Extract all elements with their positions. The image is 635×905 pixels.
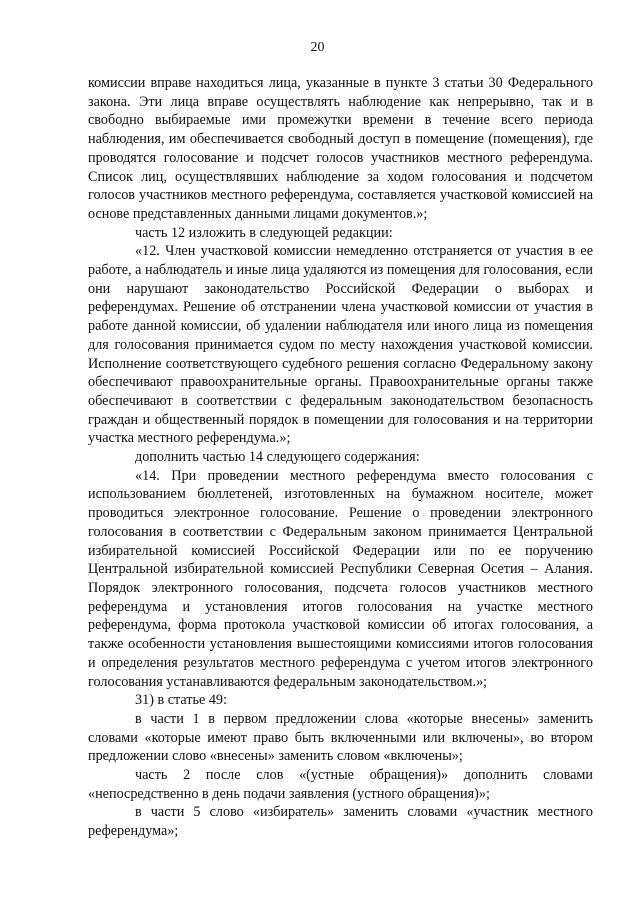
paragraph-part-14-text: «14. При проведении местного референдума вместо голосования с использованием бюллетеней, изготовленных на бумажном носителе, может проводиться электронное голосование. Решение о проведении электронного голосования в соответствии с Федеральным законом принимается Центральной избирательной комиссией Российской Федерации или по ее поручению Центральной избирательной комиссией Республики Северная Осетия – Алания. Порядок электронного голосования, подсчета голосов участников местного референдума и установления итогов голосования на участке местного референдума, форма протокола участковой комиссии об итогах голосования, а также особенности установления вышестоящими комиссиями итогов голосования и определения результатов местного референдума с учетом итогов электронного голосования устанавливаются федеральным законодательством.»; [88, 467, 593, 690]
paragraph-article-49-part-5: в части 5 слово «избиратель» заменить словами «участник местного референдума»; [88, 804, 593, 840]
paragraph-part-12-text: «12. Член участковой комиссии немедленно отстраняется от участия в ее работе, а наблюдатель и иные лица удаляются из помещения для голосования, если они нарушают законодательство Российской Федерации о выборах и референдумах. Решение об отстранении члена участковой комиссии от участия в работе данной комиссии, об удалении наблюдателя или иного лица из помещения для голосования принимается судом по месту нахождения участковой комиссии. Исполнение соответствующего судебного решения согласно Федеральному закону обеспечивают правоохранительные органы. Правоохранительные органы также обеспечивают в соответствии с федеральным законодательством безопасность граждан и общественный порядок в помещении для голосования и на территории участка местного референдума.»; [88, 243, 593, 447]
paragraph-part-12-instruction: часть 12 изложить в следующей редакции: [135, 224, 393, 241]
page-number: 20 [310, 40, 325, 55]
paragraph-article-49-part-1: в части 1 в первом предложении слова «которые внесены» заменить словами «которые имеют право быть включенными или включены», во втором предложении слово «внесены» заменить словом «включены»; [88, 710, 593, 765]
paragraph-article-49-part-2: часть 2 после слов «(устные обращения)» дополнить словами «непосредственно в день подачи заявления (устного обращения)»; [88, 767, 593, 802]
paragraph-observers-continuation: комиссии вправе находиться лица, указанные в пункте 3 статьи 30 Федерального закона. Эти лица вправе осуществлять наблюдение как непрерывно, так и в свободно выбираемые ими промежутки времени в течение всего периода наблюдения, им обеспечивается свободный доступ в помещение (помещения), где проводятся голосование и подсчет голосов участников местного референдума. Список лиц, осуществлявших наблюдение за ходом голосования и подсчетом голосов участников местного референдума, составляется участковой комиссией на основе представленных данными лицами документов.»; [88, 75, 593, 222]
paragraph-part-14-instruction: дополнить частью 14 следующего содержания: [135, 449, 420, 466]
paragraph-article-49-heading: 31) в статье 49: [135, 692, 227, 709]
document-body [88, 74, 593, 841]
